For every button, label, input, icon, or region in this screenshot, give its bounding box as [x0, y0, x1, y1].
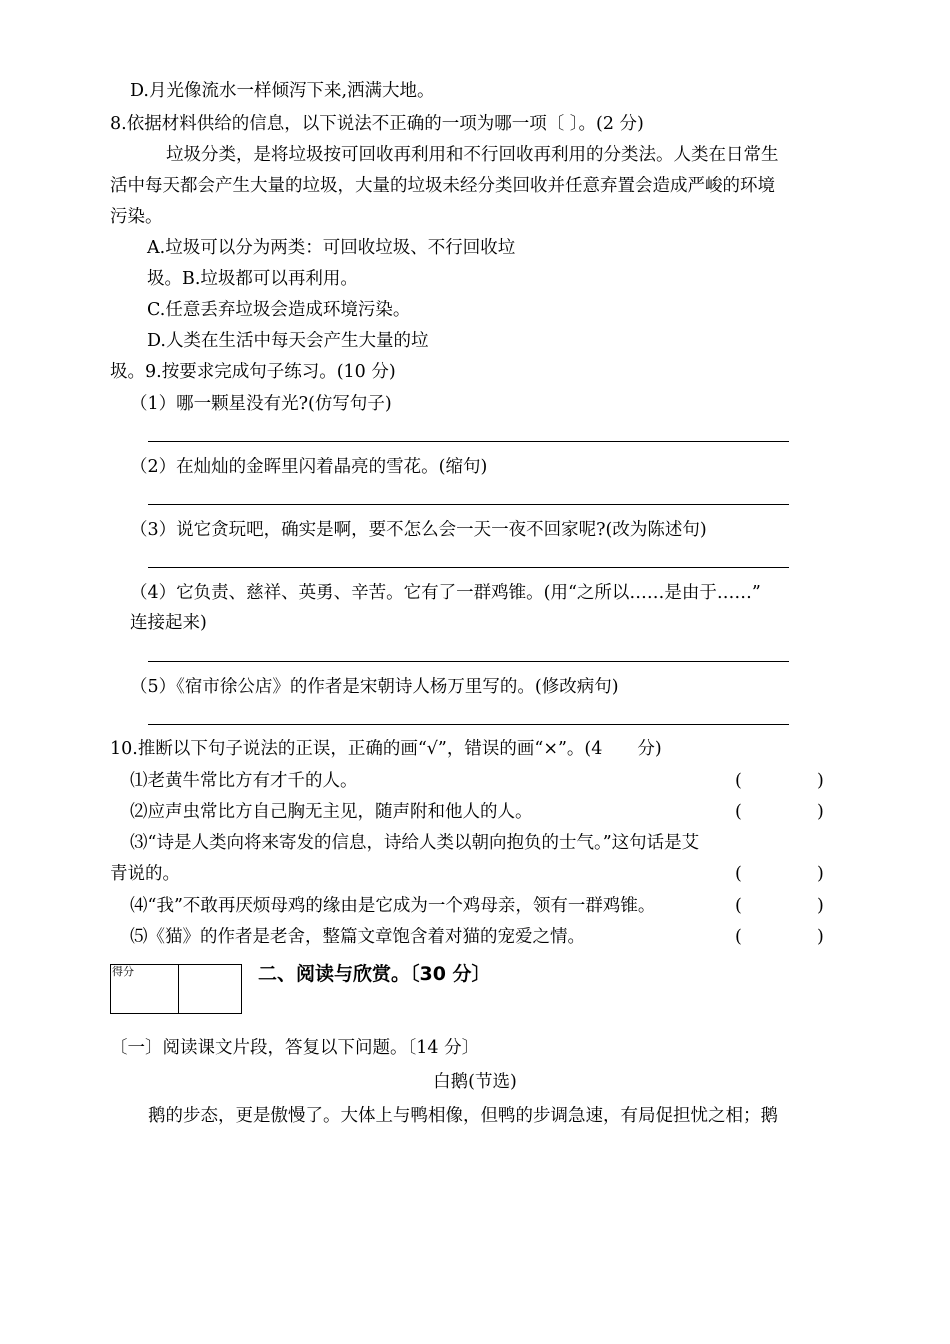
q10-item-3-cont: 青说的。 [110, 864, 180, 884]
q9-item-4: （4）它负责、慈祥、英勇、辛苦。它有了一群鸡锥。(用“之所以……是由于……” [130, 583, 761, 603]
score-label: 得分 [112, 965, 134, 978]
answer-paren-open[interactable]: ( [735, 927, 742, 947]
q9-item-4-cont: 连接起来) [130, 613, 207, 633]
answer-paren-close[interactable]: ) [817, 896, 824, 916]
answer-paren-close[interactable]: ) [817, 927, 824, 947]
answer-line-5[interactable] [148, 724, 789, 725]
answer-paren-open[interactable]: ( [735, 771, 742, 791]
q8-option: 圾。B.垃圾都可以再利用。 [147, 269, 358, 289]
answer-paren-close[interactable]: ) [817, 771, 824, 791]
q10-item-4: ⑷“我”不敢再厌烦母鸡的缘由是它成为一个鸡母亲，领有一群鸡锥。 [130, 896, 656, 916]
q8-material-line: 活中每天都会产生大量的垃圾，大量的垃圾未经分类回收并任意弃置会造成严峻的环境 [110, 176, 775, 196]
q10-item-3: ⑶“诗是人类向将来寄发的信息，诗给人类以朝向抱负的士气。”这句话是艾 [130, 833, 700, 853]
q8-material-line: 污染。 [110, 207, 163, 227]
score-box[interactable] [110, 964, 242, 1014]
reading-part-1-heading: 〔一〕阅读课文片段，答复以下问题。〔14 分〕 [110, 1038, 480, 1058]
q10-item-5: ⑸《猫》的作者是老舍，整篇文章饱含着对猫的宠爱之情。 [130, 927, 585, 947]
answer-line-1[interactable] [148, 441, 789, 442]
q8-option: D.人类在生活中每天会产生大量的垃 [147, 331, 429, 351]
q10-item-1: ⑴老黄牛常比方有才千的人。 [130, 771, 358, 791]
answer-line-4[interactable] [148, 661, 789, 662]
passage-title: 白鹅(节选) [433, 1072, 517, 1092]
q10-item-2: ⑵应声虫常比方自己胸无主见，随声附和他人的人。 [130, 802, 533, 822]
score-box-divider [178, 965, 179, 1013]
answer-paren-close[interactable]: ) [817, 802, 824, 822]
passage-text: 鹅的步态，更是傲慢了。大体上与鸭相像，但鸭的步调急速，有局促担忧之相；鹅 [148, 1106, 778, 1126]
section-title: 二、阅读与欣赏。〔30 分〕 [258, 963, 491, 985]
q7-option-d: D.月光像流水一样倾泻下来,洒满大地。 [130, 81, 435, 101]
q9-stem: 圾。9.按要求完成句子练习。(10 分) [110, 362, 396, 382]
q8-option: C.任意丢弃垃圾会造成环境污染。 [147, 300, 411, 320]
answer-paren-open[interactable]: ( [735, 802, 742, 822]
q9-item-2: （2）在灿灿的金晖里闪着晶亮的雪花。(缩句) [130, 457, 488, 477]
q8-material-line: 垃圾分类，是将垃圾按可回收再利用和不行回收再利用的分类法。人类在日常生 [166, 145, 779, 165]
answer-paren-close[interactable]: ) [817, 864, 824, 884]
q8-stem: 8.依据材料供给的信息，以下说法不正确的一项为哪一项〔 〕。(2 分) [110, 114, 644, 134]
q9-item-5: （5）《宿市徐公店》的作者是宋朝诗人杨万里写的。(修改病句) [130, 677, 619, 697]
q9-item-1: （1）哪一颗星没有光?(仿写句子) [130, 394, 392, 414]
answer-line-3[interactable] [148, 567, 789, 568]
answer-paren-open[interactable]: ( [735, 864, 742, 884]
answer-paren-open[interactable]: ( [735, 896, 742, 916]
q8-option: A.垃圾可以分为两类：可回收垃圾、不行回收垃 [147, 238, 516, 258]
q10-stem: 10.推断以下句子说法的正误，正确的画“√”，错误的画“×”。(4 分) [110, 739, 662, 759]
answer-line-2[interactable] [148, 504, 789, 505]
q9-item-3: （3）说它贪玩吧，确实是啊，要不怎么会一天一夜不回家呢?(改为陈述句) [130, 520, 707, 540]
